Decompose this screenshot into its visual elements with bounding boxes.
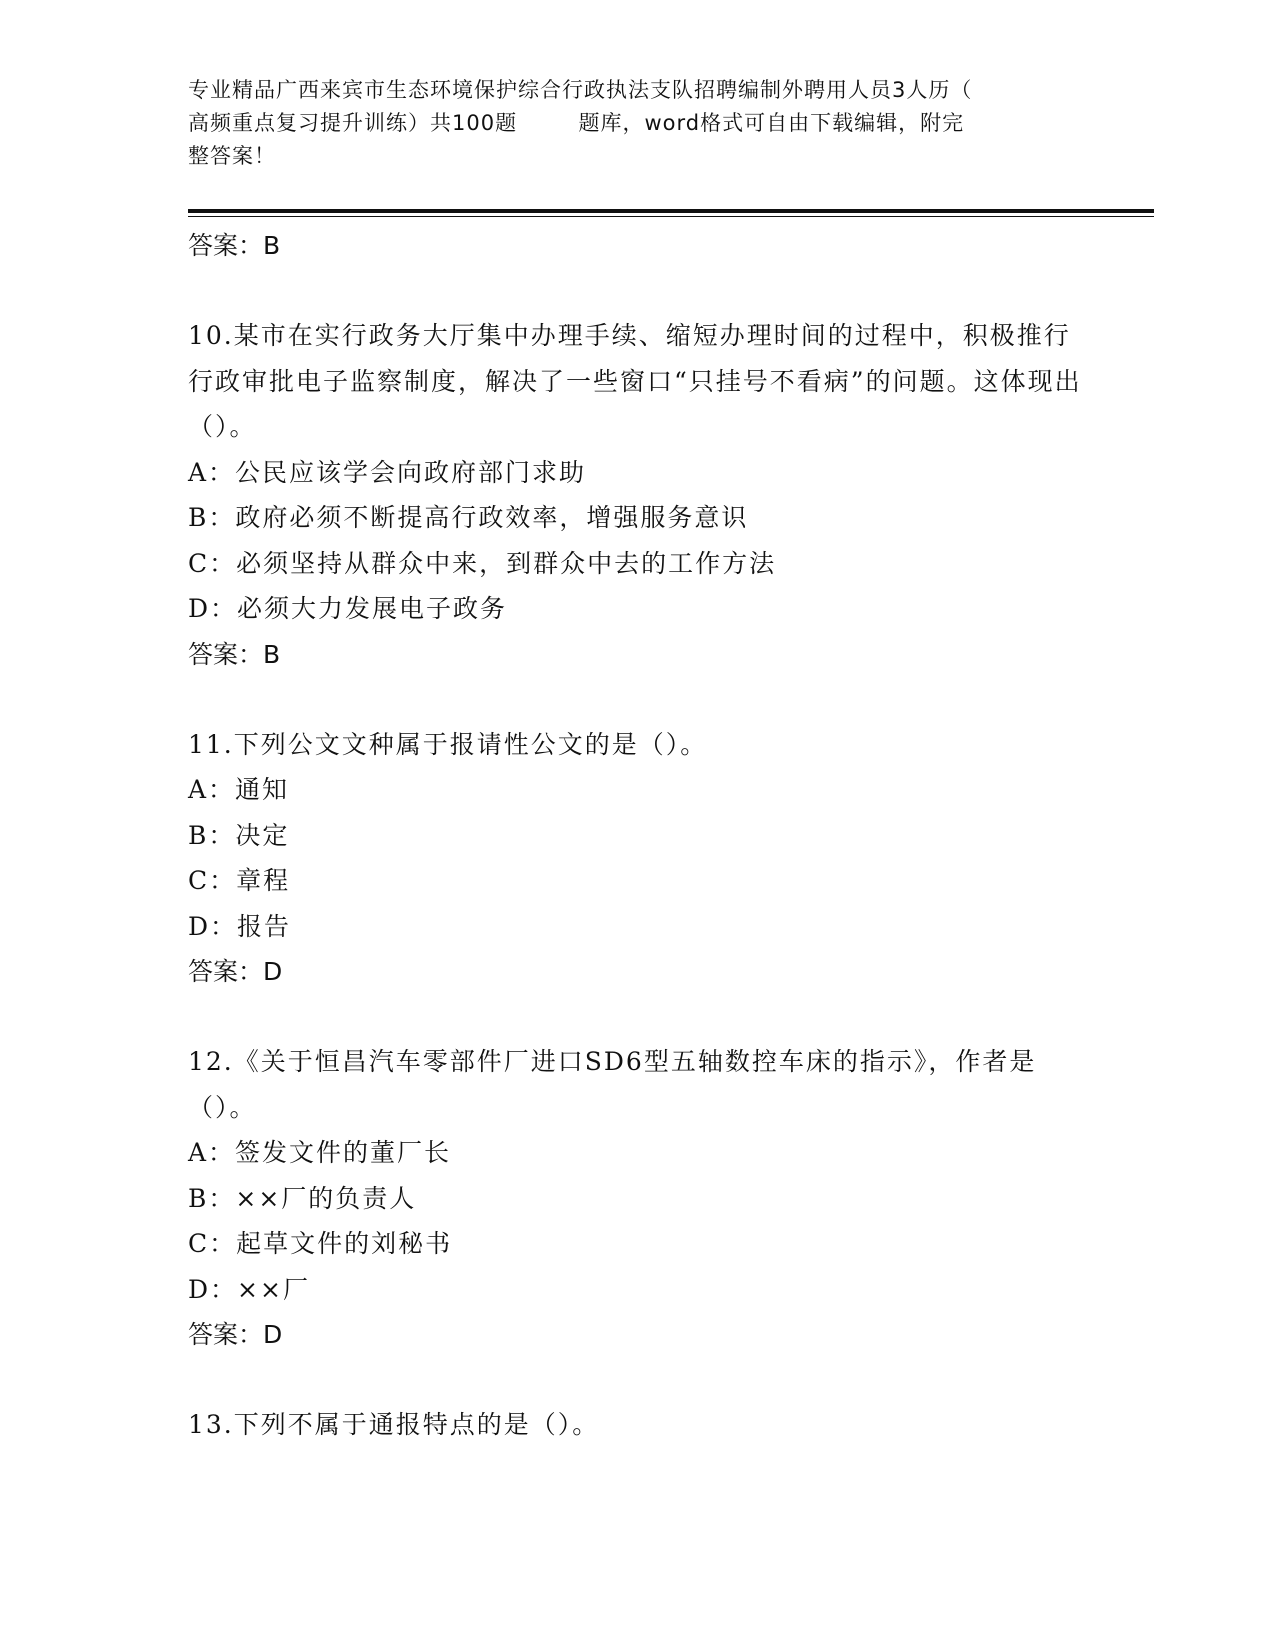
option-c: C：起草文件的刘秘书 bbox=[188, 1229, 453, 1258]
answer-line: 答案：D bbox=[188, 957, 283, 986]
option-d: D：报告 bbox=[188, 911, 292, 941]
header-line-2: 高频重点复习提升训练）共100题 题库，word格式可自由下载编辑，附完 bbox=[188, 111, 965, 135]
question-list bbox=[188, 223, 1088, 1448]
question-13 bbox=[188, 1402, 1088, 1448]
header-divider-thin bbox=[188, 216, 1154, 217]
option-b: B：政府必须不断提高行政效率，增强服务意识 bbox=[188, 503, 749, 532]
option-d: D：××厂 bbox=[188, 1274, 310, 1304]
option-d: D：必须大力发展电子政务 bbox=[188, 594, 508, 623]
option-c: C：章程 bbox=[188, 866, 291, 895]
question-12 bbox=[188, 1039, 1088, 1358]
question-stem: 10.某市在实行政务大厅集中办理手续、缩短办理时间的过程中，积极推行行政审批电子监察制度，解决了一些窗口“只挂号不看病”的问题。这体现出（）。 bbox=[188, 321, 1082, 441]
answer-line: 答案：B bbox=[188, 639, 281, 669]
answer-line: 答案：B bbox=[188, 231, 281, 260]
question-10 bbox=[188, 313, 1088, 678]
document-header bbox=[188, 74, 1068, 173]
header-line-3: 整答案！ bbox=[188, 144, 276, 168]
question-stem: 13.下列不属于通报特点的是（）。 bbox=[188, 1410, 600, 1439]
option-c: C：必须坚持从群众中来，到群众中去的工作方法 bbox=[188, 548, 777, 578]
header-line-1: 专业精品广西来宾市生态环境保护综合行政执法支队招聘编制外聘用人员3人历（ bbox=[188, 78, 973, 102]
option-b: B：决定 bbox=[188, 820, 290, 850]
option-a: A：签发文件的董厂长 bbox=[188, 1138, 452, 1167]
question-11 bbox=[188, 722, 1088, 996]
option-a: A：通知 bbox=[188, 775, 290, 804]
answer-line: 答案：D bbox=[188, 1320, 283, 1349]
option-a: A：公民应该学会向政府部门求助 bbox=[188, 457, 587, 487]
question-stem: 12.《关于恒昌汽车零部件厂进口SD6型五轴数控车床的指示》，作者是（）。 bbox=[188, 1047, 1037, 1122]
option-b: B：××厂的负责人 bbox=[188, 1183, 417, 1213]
question-stem: 11.下列公文文种属于报请性公文的是（）。 bbox=[188, 729, 708, 759]
header-divider-thick bbox=[188, 209, 1154, 213]
